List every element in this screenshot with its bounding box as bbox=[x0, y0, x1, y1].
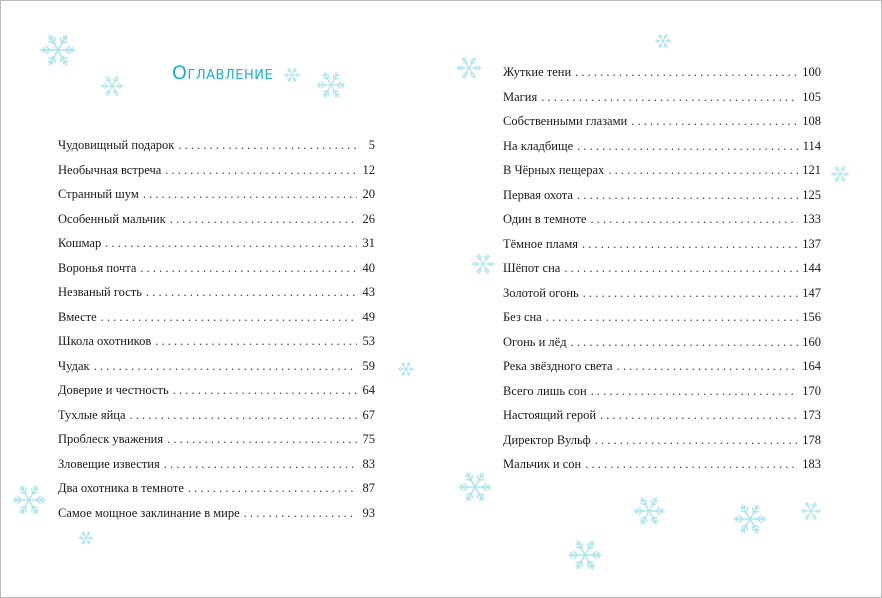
toc-leader-dots bbox=[167, 427, 357, 452]
toc-entry bbox=[58, 427, 375, 452]
toc-leader-dots bbox=[631, 109, 798, 134]
toc-leader-dots bbox=[101, 305, 357, 330]
toc-leader-dots bbox=[170, 207, 357, 232]
toc-entry-page: 87 bbox=[362, 481, 375, 495]
toc-leader-dots bbox=[617, 354, 799, 379]
toc-entry-title: Тёмное пламя bbox=[503, 236, 578, 251]
toc-entry-title: Два охотника в темноте bbox=[58, 481, 184, 495]
toc-entry bbox=[503, 134, 821, 159]
snowflake-icon bbox=[458, 470, 492, 504]
toc-entry bbox=[503, 85, 821, 110]
toc-entry-page: 5 bbox=[368, 138, 375, 152]
toc-leader-dots bbox=[140, 256, 357, 281]
toc-entry-title: Чудак bbox=[58, 358, 90, 373]
toc-entry bbox=[503, 354, 821, 379]
toc-entry-title: Кошмар bbox=[58, 236, 102, 250]
toc-entry bbox=[503, 183, 821, 208]
toc-entry-page: 114 bbox=[802, 138, 821, 153]
snowflake-icon bbox=[830, 164, 850, 184]
toc-entry-title: Самое мощное заклинание в мире bbox=[58, 505, 240, 520]
toc-entry bbox=[503, 281, 821, 306]
toc-entry-title: Река звёздного света bbox=[503, 359, 613, 373]
toc-leader-dots bbox=[546, 305, 799, 330]
toc-entry-title: Всего лишь сон bbox=[503, 383, 587, 398]
toc-entry-page: 178 bbox=[802, 432, 821, 447]
toc-entry-page: 40 bbox=[362, 260, 375, 275]
toc-leader-dots bbox=[575, 60, 798, 85]
toc-entry-page: 160 bbox=[802, 334, 821, 349]
snowflake-icon bbox=[40, 32, 76, 68]
toc-entry-title: Странный шум bbox=[58, 187, 139, 201]
toc-entry bbox=[503, 330, 821, 355]
toc-leader-dots bbox=[105, 231, 357, 256]
toc-entry-page: 144 bbox=[802, 261, 821, 275]
snowflake-icon bbox=[633, 495, 665, 527]
toc-entry-title: Доверие и честность bbox=[58, 383, 169, 397]
toc-entry-title: Первая охота bbox=[503, 187, 573, 202]
toc-entry bbox=[58, 476, 375, 501]
toc-entry-page: 147 bbox=[802, 285, 821, 300]
toc-entry-page: 20 bbox=[362, 187, 375, 201]
toc-entry-page: 31 bbox=[362, 236, 375, 250]
toc-entry-title: Проблеск уважения bbox=[58, 432, 164, 446]
toc-leader-dots bbox=[244, 501, 357, 526]
toc-entry-title: Необычная встреча bbox=[58, 162, 162, 177]
toc-entry-title: На кладбище bbox=[503, 138, 574, 153]
toc-entry-title: Особенный мальчик bbox=[58, 211, 166, 226]
toc-entry bbox=[503, 60, 821, 85]
toc-entry bbox=[503, 232, 821, 257]
toc-right-column bbox=[503, 60, 821, 477]
toc-entry-title: Настоящий герой bbox=[503, 408, 597, 422]
toc-entry-page: 183 bbox=[802, 457, 821, 471]
toc-entry bbox=[503, 256, 821, 281]
toc-entry-title: Школа охотников bbox=[58, 334, 152, 348]
snowflake-icon bbox=[654, 32, 672, 50]
page-title: Оглавление bbox=[172, 62, 274, 84]
toc-entry-page: 108 bbox=[802, 114, 821, 128]
toc-entry bbox=[58, 378, 375, 403]
toc-entry bbox=[503, 428, 821, 453]
toc-entry-title: Шёпот сна bbox=[503, 261, 561, 275]
toc-entry-page: 173 bbox=[802, 408, 821, 422]
toc-entry-page: 49 bbox=[362, 309, 375, 324]
toc-entry bbox=[58, 329, 375, 354]
toc-leader-dots bbox=[541, 85, 798, 110]
toc-entry-title: Жуткие тени bbox=[503, 65, 572, 79]
toc-entry bbox=[58, 354, 375, 379]
toc-entry bbox=[503, 158, 821, 183]
snowflake-icon bbox=[12, 483, 46, 517]
snowflake-icon bbox=[283, 66, 301, 84]
toc-entry-title: Зловещие известия bbox=[58, 456, 160, 471]
toc-entry bbox=[58, 256, 375, 281]
toc-entry-page: 170 bbox=[802, 383, 821, 398]
toc-entry bbox=[58, 133, 375, 158]
toc-leader-dots bbox=[188, 476, 357, 501]
toc-entry bbox=[503, 403, 821, 428]
toc-entry-title: Незваный гость bbox=[58, 285, 142, 299]
toc-leader-dots bbox=[585, 452, 798, 477]
toc-left-column bbox=[58, 133, 375, 525]
snowflake-icon bbox=[568, 538, 602, 572]
snowflake-icon bbox=[397, 360, 415, 378]
toc-leader-dots bbox=[595, 428, 798, 453]
toc-entry-page: 83 bbox=[362, 456, 375, 471]
toc-leader-dots bbox=[564, 256, 798, 281]
toc-leader-dots bbox=[577, 134, 799, 159]
toc-leader-dots bbox=[600, 403, 798, 428]
toc-entry-title: Тухлые яйца bbox=[58, 407, 126, 422]
snowflake-icon bbox=[733, 502, 767, 536]
toc-leader-dots bbox=[165, 158, 357, 183]
toc-entry-page: 12 bbox=[362, 162, 375, 177]
snowflake-icon bbox=[78, 530, 94, 546]
toc-entry-page: 133 bbox=[802, 212, 821, 226]
toc-leader-dots bbox=[583, 281, 799, 306]
toc-entry-title: Вместе bbox=[58, 309, 97, 324]
toc-entry-title: Собственными глазами bbox=[503, 114, 628, 128]
snowflake-icon bbox=[800, 500, 822, 522]
toc-leader-dots bbox=[146, 280, 357, 305]
toc-entry-title: Директор Вульф bbox=[503, 432, 591, 447]
toc-entry-page: 59 bbox=[362, 358, 375, 373]
snowflake-icon bbox=[456, 55, 482, 81]
toc-entry bbox=[58, 231, 375, 256]
toc-entry-title: Без сна bbox=[503, 310, 542, 324]
toc-leader-dots bbox=[178, 133, 357, 158]
toc-entry-page: 125 bbox=[802, 187, 821, 202]
toc-entry-page: 156 bbox=[802, 310, 821, 324]
snowflake-icon bbox=[316, 70, 346, 100]
toc-entry bbox=[58, 452, 375, 477]
toc-entry-title: Магия bbox=[503, 89, 538, 104]
toc-leader-dots bbox=[155, 329, 357, 354]
toc-entry-title: В Чёрных пещерах bbox=[503, 163, 605, 177]
toc-leader-dots bbox=[164, 452, 357, 477]
toc-leader-dots bbox=[173, 378, 357, 403]
toc-entry bbox=[58, 207, 375, 232]
toc-entry-page: 75 bbox=[362, 432, 375, 446]
toc-entry-title: Воронья почта bbox=[58, 260, 137, 275]
toc-leader-dots bbox=[94, 354, 357, 379]
toc-entry bbox=[58, 182, 375, 207]
toc-entry-page: 93 bbox=[362, 505, 375, 520]
toc-entry-page: 121 bbox=[802, 163, 821, 177]
toc-entry-page: 105 bbox=[802, 89, 821, 104]
toc-entry bbox=[503, 305, 821, 330]
toc-entry-page: 137 bbox=[802, 236, 821, 251]
toc-entry bbox=[58, 403, 375, 428]
toc-entry bbox=[503, 207, 821, 232]
toc-leader-dots bbox=[590, 207, 798, 232]
toc-entry bbox=[503, 379, 821, 404]
toc-entry bbox=[58, 305, 375, 330]
toc-entry-title: Золотой огонь bbox=[503, 285, 579, 300]
toc-entry-page: 100 bbox=[802, 65, 821, 79]
toc-entry-page: 53 bbox=[362, 334, 375, 348]
toc-leader-dots bbox=[571, 330, 799, 355]
toc-entry-title: Мальчик и сон bbox=[503, 457, 582, 471]
toc-leader-dots bbox=[577, 183, 798, 208]
toc-entry-page: 43 bbox=[362, 285, 375, 299]
toc-leader-dots bbox=[143, 182, 357, 207]
toc-entry-page: 64 bbox=[362, 383, 375, 397]
toc-entry-page: 67 bbox=[362, 407, 375, 422]
toc-entry bbox=[503, 109, 821, 134]
snowflake-icon bbox=[100, 74, 124, 98]
toc-entry bbox=[58, 158, 375, 183]
toc-entry bbox=[58, 280, 375, 305]
toc-entry bbox=[58, 501, 375, 526]
toc-leader-dots bbox=[591, 379, 799, 404]
toc-entry-title: Чудовищный подарок bbox=[58, 138, 175, 152]
toc-leader-dots bbox=[608, 158, 798, 183]
snowflake-icon bbox=[471, 252, 495, 276]
toc-entry-title: Один в темноте bbox=[503, 212, 587, 226]
toc-entry bbox=[503, 452, 821, 477]
toc-entry-page: 26 bbox=[362, 211, 375, 226]
toc-entry-page: 164 bbox=[802, 359, 821, 373]
toc-entry-title: Огонь и лёд bbox=[503, 334, 567, 349]
toc-leader-dots bbox=[130, 403, 358, 428]
toc-leader-dots bbox=[582, 232, 798, 257]
